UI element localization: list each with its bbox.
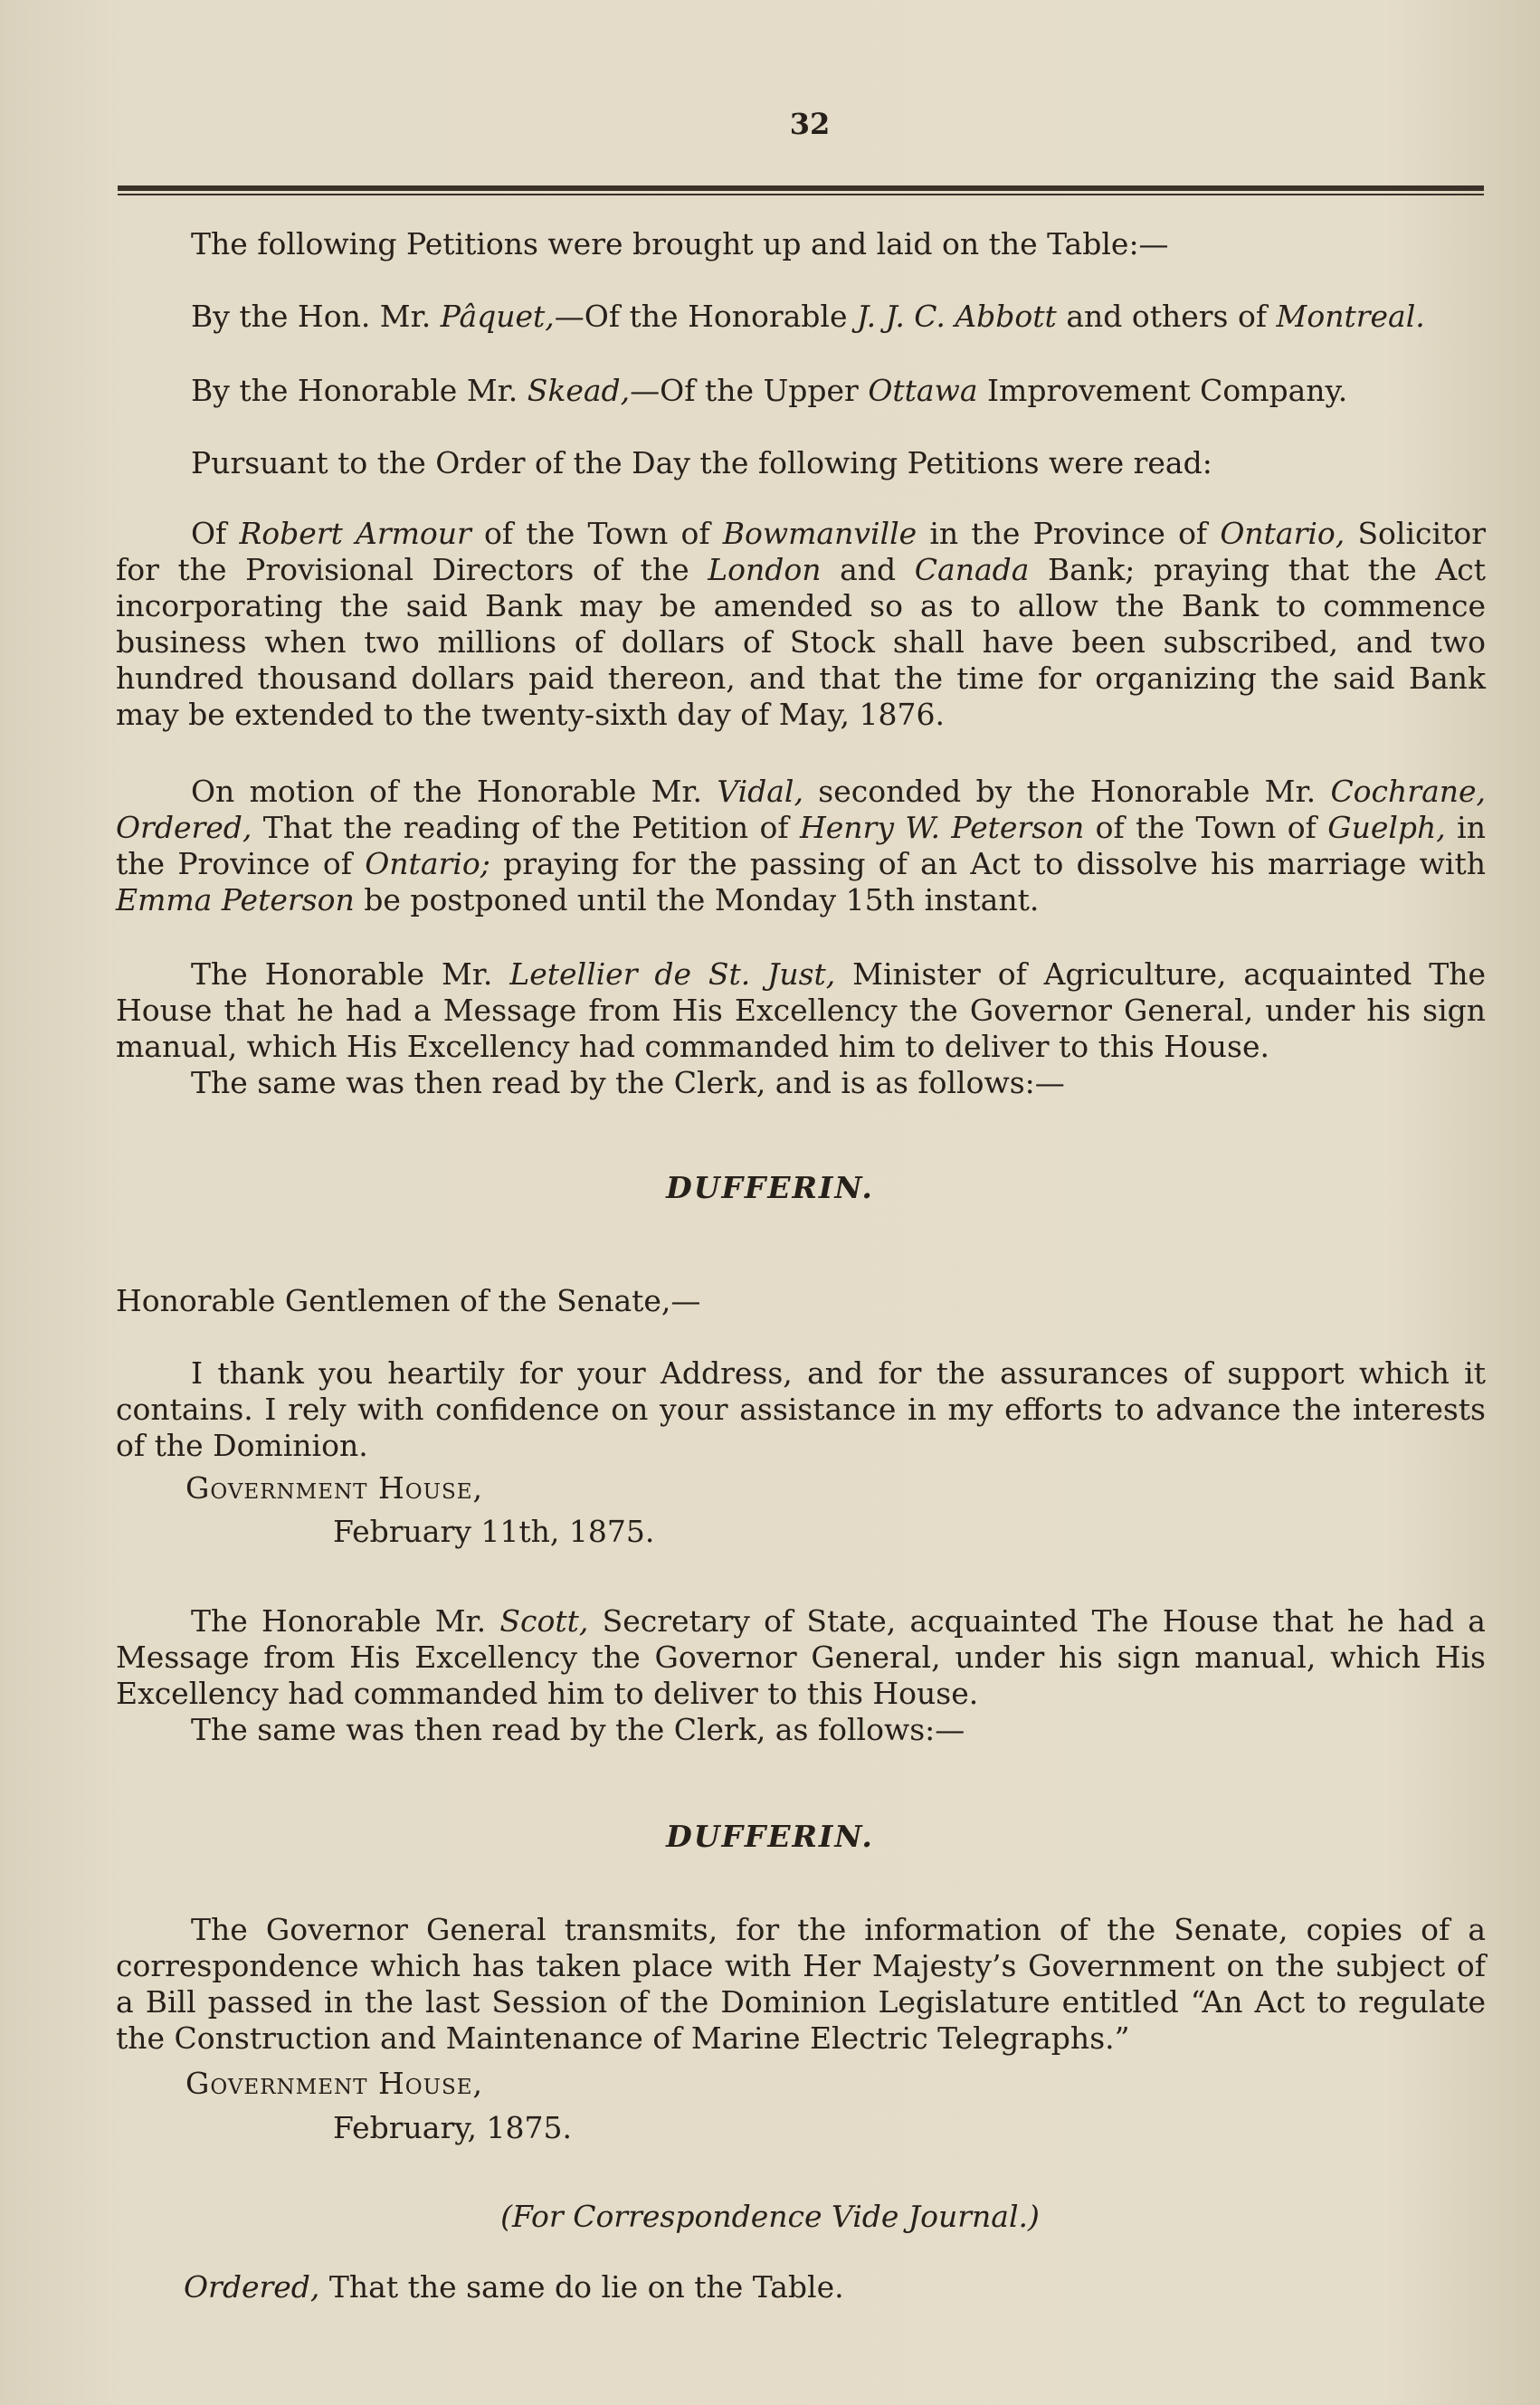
reply-address: I thank you heartily for your Address, and for the assurances of support which it contains. I rely with confidence on your assistance in my efforts to advance the interests of the Dominion. bbox=[116, 1355, 1486, 1463]
header-rule bbox=[118, 185, 1484, 191]
petition-armour: Of Robert Armour of the Town of Bowmanville in the Province of Ontario, Solicitor for the Provisional Directors of the London and Canada Bank; praying that the Act incorporating the said Bank may be amended so as to allow the Bank to commence business when two millions of dollars of Stock shall have been subscribed, and two hundred thousand dollars paid thereon, and that the time for organizing the said Bank may be extended to the twenty-sixth day of May, 1876. bbox=[116, 516, 1486, 732]
scott-message: The Honorable Mr. Scott, Secretary of State, acquainted The House that he had a Message from His Excellency the Governor General, under his sign manual, which His Excellency had commanded him to deliver to this House. bbox=[116, 1603, 1486, 1711]
petition-paquet: By the Hon. Mr. Pâquet,—Of the Honorable J. J. C. Abbott and others of Montreal. bbox=[191, 299, 1425, 334]
telegraph-message: The Governor General transmits, for the information of the Senate, copies of a correspondence which has taken place with Her Majesty’s Government on the subject of a Bill passed in the last Session of the Dominion Legislature entitled “An Act to regulate the Construction and Maintenance of Marine Electric Telegraphs.” bbox=[116, 1912, 1486, 2056]
letellier-read: The same was then read by the Clerk, and is as follows:— bbox=[191, 1065, 1065, 1100]
government-house-2: Government House, bbox=[185, 2066, 484, 2101]
pursuant-order: Pursuant to the Order of the Day the following Petitions were read: bbox=[191, 445, 1212, 480]
petitions-heading: The following Petitions were brought up and laid on the Table:— bbox=[191, 226, 1169, 261]
letellier-message: The Honorable Mr. Letellier de St. Just, Minister of Agriculture, acquainted The House that he had a Message from His Excellency the Governor General, under his sign manual, which His Excellency had commanded him to deliver to this House. bbox=[116, 956, 1487, 1064]
petition-skead: By the Honorable Mr. Skead,—Of the Upper Ottawa Improvement Company. bbox=[191, 373, 1348, 408]
salutation: Honorable Gentlemen of the Senate,— bbox=[116, 1283, 701, 1318]
page-number: 32 bbox=[789, 107, 831, 141]
signature-dufferin-2: DUFFERIN. bbox=[666, 1819, 874, 1854]
correspondence-note: (For Correspondence Vide Journal.) bbox=[500, 2199, 1040, 2234]
signature-dufferin-1: DUFFERIN. bbox=[666, 1170, 874, 1205]
date-2: February, 1875. bbox=[333, 2110, 572, 2145]
final-order: Ordered, That the same do lie on the Table. bbox=[184, 2269, 844, 2305]
government-house-1: Government House, bbox=[185, 1470, 484, 1506]
header-rule-thin bbox=[118, 194, 1484, 195]
date-1: February 11th, 1875. bbox=[333, 1514, 655, 1549]
motion-vidal: On motion of the Honorable Mr. Vidal, seconded by the Honorable Mr. Cochrane, Ordered, That the reading of the Petition of Henry W. Peterson of the Town of Guelph, in the Province of Ontario; praying for the passing of an Act to dissolve his marriage with Emma Peterson be postponed until the Monday 15th instant. bbox=[116, 774, 1487, 917]
scott-read: The same was then read by the Clerk, as follows:— bbox=[191, 1712, 965, 1747]
